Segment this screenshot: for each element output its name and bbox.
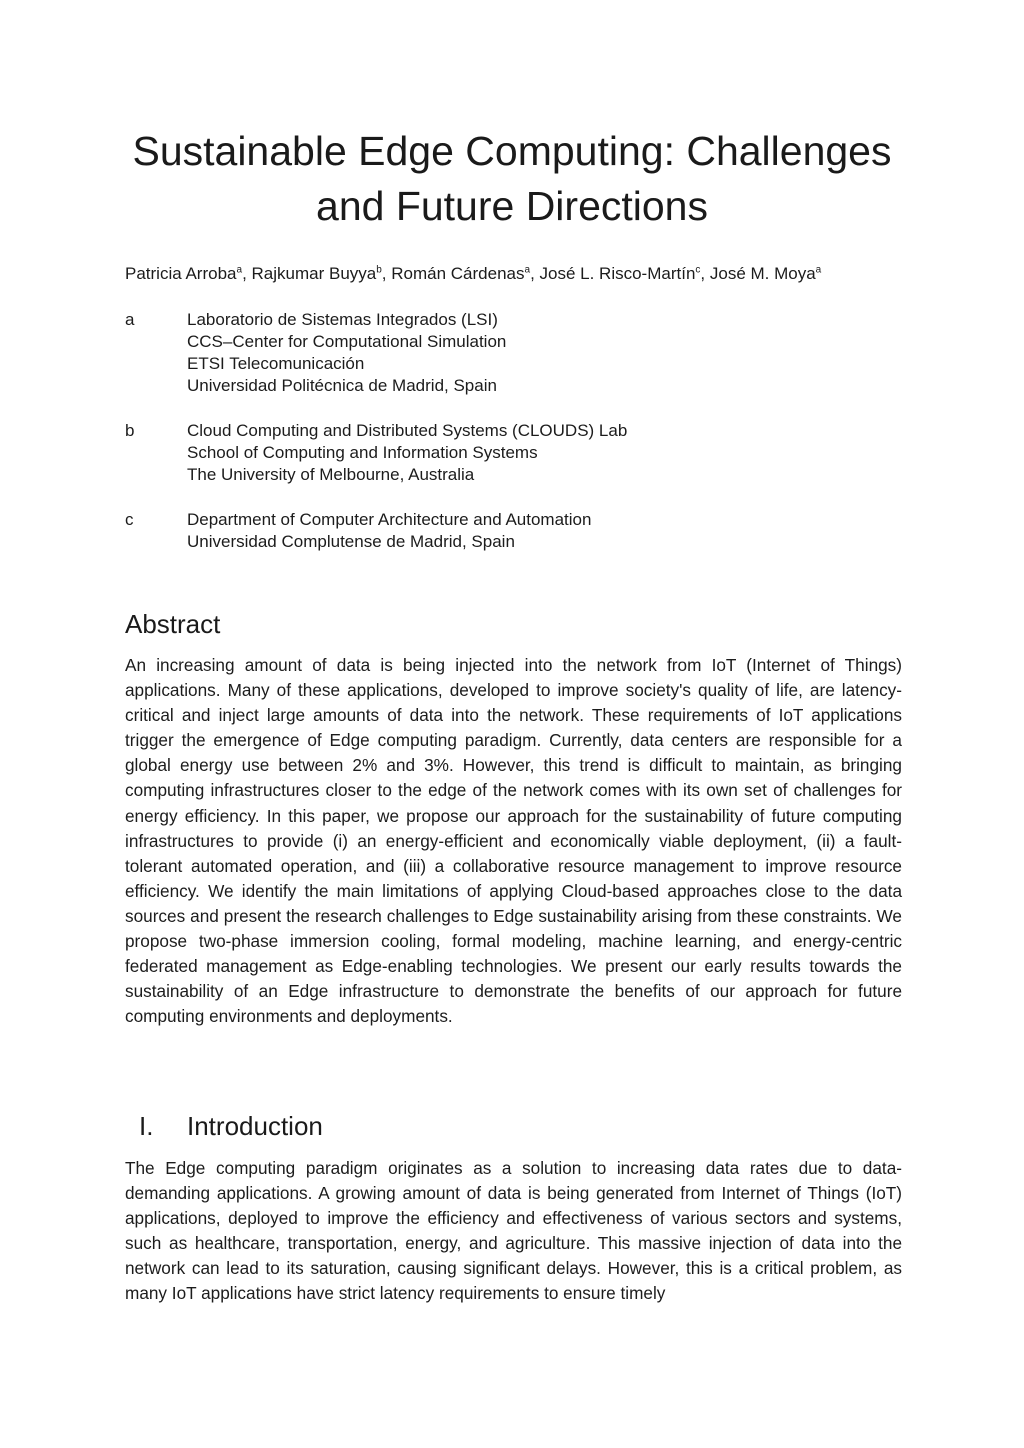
author-affil-mark: b [376,264,382,276]
affiliation-line: Universidad Complutense de Madrid, Spain [187,532,515,551]
author-name: Román Cárdenas [391,264,525,283]
affiliation-line: School of Computing and Information Systems [187,443,538,462]
paper-title: Sustainable Edge Computing: Challenges and Future Directions [132,128,892,229]
section-title: Introduction [187,1111,323,1141]
introduction-heading [125,1110,323,1142]
affiliation-mark: c [125,510,134,529]
author-name: Patricia Arroba [125,264,237,283]
author-affil-mark: a [524,264,531,276]
section-number: I. [139,1111,154,1141]
affiliation-line: CCS–Center for Computational Simulation [187,332,507,351]
affiliation-line: The University of Melbourne, Australia [187,465,475,484]
abstract-heading: Abstract [125,609,221,639]
affiliation-line: Department of Computer Architecture and Automation [187,510,592,529]
author-name: Rajkumar Buyya [251,264,377,283]
affiliation-line: Cloud Computing and Distributed Systems (CLOUDS) Lab [187,421,628,440]
introduction-text: The Edge computing paradigm originates as a solution to increasing data rates due to data-demanding applications. A growing amount of data is being generated from Internet of Things (IoT) applications, deployed to improve the efficiency and effectiveness of various sectors and systems, such as healthcare, transportation, energy, and agriculture. This massive injection of data into the network can lead to its saturation, causing significant delays. However, this is a critical problem, as many IoT applications have strict latency requirements to ensure timely [125,1158,902,1304]
author-list: Patricia Arroba$^a$, Rajkumar Buyya$^b$, Román Cárdenas$^a$, José L. Risco-Martín$^c$, José M. Moya$^a$ [125,264,822,283]
author-affil-mark: a [815,264,822,276]
affiliation-mark: b [125,421,135,440]
author-name: José M. Moya [709,264,816,283]
author-name: José L. Risco-Martín [539,264,696,283]
affiliation-mark: a [125,310,135,329]
author-affil-mark: a [236,264,243,276]
affiliation-line: Universidad Politécnica de Madrid, Spain [187,376,497,395]
author-affil-mark: c [695,264,701,276]
abstract-text: An increasing amount of data is being injected into the network from IoT (Internet of Things) applications. Many of these applications, developed to improve society's quality of life, are latency-critical and inject large amounts of data into the network. These requirements of IoT applications trigger the emergence of Edge computing paradigm. Currently, data centers are responsible for a global energy use between 2% and 3%. However, this trend is difficult to maintain, as bringing computing infrastructures closer to the edge of the network comes with its own set of challenges for energy efficiency. In this paper, we propose our approach for the sustainability of future computing infrastructures to provide (i) an energy-efficient and economically viable deployment, (ii) a fault-tolerant automated operation, and (iii) a collaborative resource management to improve resource efficiency. We identify the main limitations of applying Cloud-based approaches close to the data sources and present the research challenges to Edge sustainability arising from these constraints. We propose two-phase immersion cooling, formal modeling, machine learning, and energy-centric federated management as Edge-enabling technologies. We present our early results towards the sustainability of an Edge infrastructure to demonstrate the benefits of our approach for future computing environments and deployments. [125,655,902,1027]
affiliation-line: ETSI Telecomunicación [187,354,365,373]
affiliation-line: Laboratorio de Sistemas Integrados (LSI) [187,310,498,329]
